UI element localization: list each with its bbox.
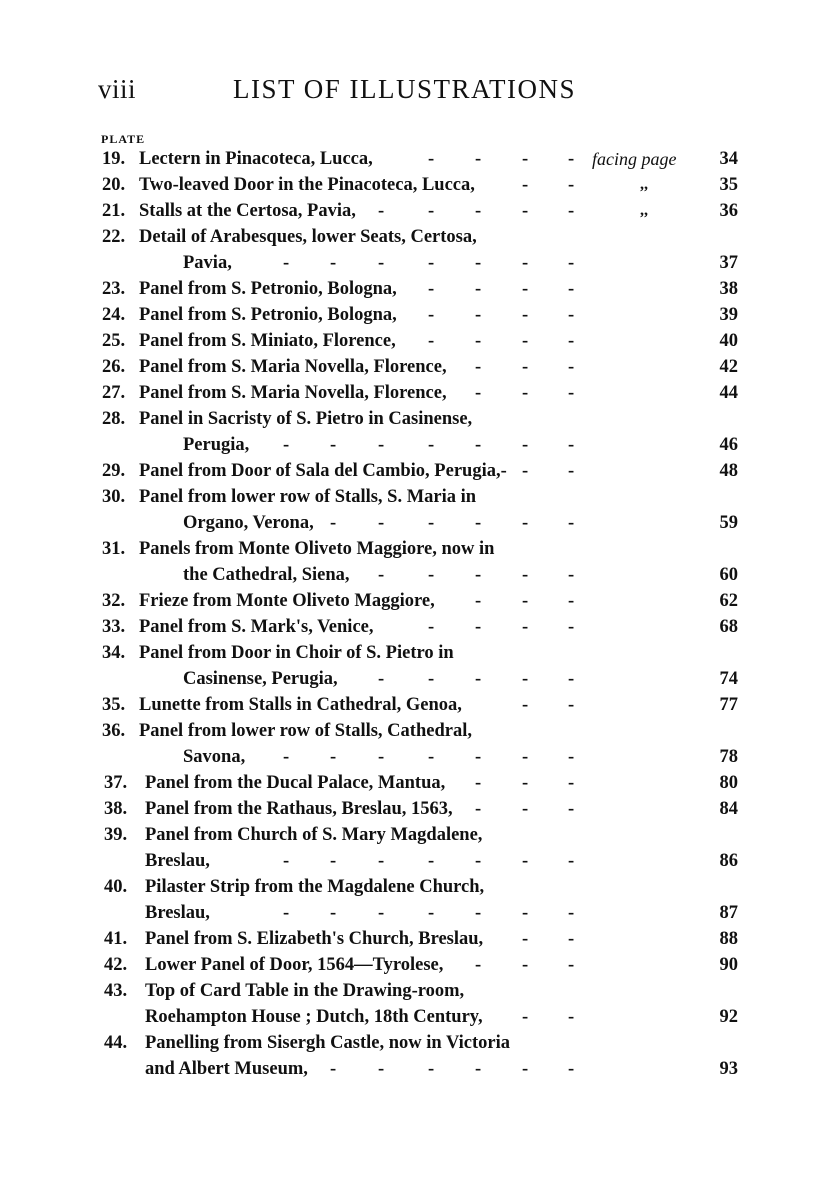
leader-dot: - — [475, 747, 482, 767]
leader-dot: - — [428, 1059, 435, 1079]
entry-title: Panel from S. Mark's, Venice, — [139, 617, 374, 637]
list-entry-line — [0, 978, 840, 1004]
leader-dot: - — [428, 617, 435, 637]
page-number: 60 — [719, 565, 738, 585]
leader-dot: - — [475, 617, 482, 637]
entry-title: Roehampton House ; Dutch, 18th Century, — [145, 1007, 483, 1027]
leader-dot: - — [522, 513, 529, 533]
leader-dot: - — [475, 149, 482, 169]
ditto-mark: ,, — [640, 176, 648, 193]
list-entry-line — [0, 562, 840, 588]
leader-dot: - — [522, 565, 529, 585]
entry-title: Panel from S. Miniato, Florence, — [139, 331, 396, 351]
leader-dot: - — [475, 669, 482, 689]
page-number: 46 — [719, 435, 738, 455]
leader-dot: - — [428, 305, 435, 325]
page-number: 40 — [719, 331, 738, 351]
leader-dot: - — [475, 591, 482, 611]
list-entry-line — [0, 1030, 840, 1056]
list-entry-line — [0, 614, 840, 640]
page-number: 74 — [719, 669, 738, 689]
leader-dot: - — [428, 201, 435, 221]
list-entry-line — [0, 796, 840, 822]
plate-number: 33. — [102, 617, 126, 637]
entry-title: Panel from S. Maria Novella, Florence, — [139, 383, 447, 403]
plate-number: 36. — [102, 721, 126, 741]
plate-number: 25. — [102, 331, 126, 351]
leader-dot: - — [378, 669, 385, 689]
plate-number: 39. — [104, 825, 128, 845]
leader-dot: - — [522, 331, 529, 351]
plate-number: 37. — [104, 773, 128, 793]
entry-title: Panel from S. Petronio, Bologna, — [139, 279, 397, 299]
entry-title: Panel from Door in Choir of S. Pietro in — [139, 643, 454, 663]
leader-dot: - — [428, 513, 435, 533]
leader-dot: - — [522, 903, 529, 923]
plate-number: 22. — [102, 227, 126, 247]
page-number: 34 — [719, 149, 738, 169]
plate-number: 31. — [102, 539, 126, 559]
leader-dot: - — [378, 565, 385, 585]
leader-dot: - — [475, 1059, 482, 1079]
page-number: 39 — [719, 305, 738, 325]
leader-dot: - — [568, 175, 575, 195]
entry-title: Panel from S. Maria Novella, Florence, — [139, 357, 447, 377]
plate-number: 34. — [102, 643, 126, 663]
entry-title: Panel from lower row of Stalls, Cathedral, — [139, 721, 472, 741]
leader-dot: - — [475, 357, 482, 377]
leader-dot: - — [378, 903, 385, 923]
entry-title: Top of Card Table in the Drawing-room, — [145, 981, 465, 1001]
entry-title: Breslau, — [145, 851, 210, 871]
list-entry-line — [0, 484, 840, 510]
entry-title: Pavia, — [183, 253, 232, 273]
leader-dot: - — [568, 305, 575, 325]
list-entry-line — [0, 744, 840, 770]
page-number: 37 — [719, 253, 738, 273]
list-entry-line — [0, 198, 840, 224]
leader-dot: - — [378, 201, 385, 221]
entry-title: Panelling from Sisergh Castle, now in Victoria — [145, 1033, 511, 1053]
page-number: 48 — [719, 461, 738, 481]
leader-dot: - — [568, 331, 575, 351]
leader-dot: - — [283, 253, 290, 273]
leader-dot: - — [568, 617, 575, 637]
illustrations-list — [0, 146, 840, 1082]
leader-dot: - — [568, 799, 575, 819]
plate-number: 30. — [102, 487, 126, 507]
list-entry-line — [0, 406, 840, 432]
entry-title: Breslau, — [145, 903, 210, 923]
leader-dot: - — [568, 955, 575, 975]
leader-dot: - — [475, 773, 482, 793]
list-entry-line — [0, 770, 840, 796]
page-number: 78 — [719, 747, 738, 767]
leader-dot: - — [568, 279, 575, 299]
leader-dot: - — [428, 851, 435, 871]
entry-title: Savona, — [183, 747, 246, 767]
entry-title: Casinense, Perugia, — [183, 669, 338, 689]
leader-dot: - — [475, 903, 482, 923]
leader-dot: - — [568, 383, 575, 403]
leader-dot: - — [522, 357, 529, 377]
leader-dot: - — [568, 513, 575, 533]
list-entry-line — [0, 146, 840, 172]
leader-dot: - — [568, 929, 575, 949]
leader-dot: - — [378, 1059, 385, 1079]
leader-dot: - — [568, 591, 575, 611]
leader-dot: - — [330, 747, 337, 767]
plate-number: 40. — [104, 877, 128, 897]
page-number: 92 — [719, 1007, 738, 1027]
leader-dot: - — [568, 565, 575, 585]
leader-dot: - — [378, 253, 385, 273]
leader-dot: - — [522, 305, 529, 325]
plate-number: 20. — [102, 175, 126, 195]
plate-number: 43. — [104, 981, 128, 1001]
leader-dot: - — [378, 747, 385, 767]
leader-dot: - — [330, 903, 337, 923]
leader-dot: - — [568, 461, 575, 481]
plate-number: 44. — [104, 1033, 128, 1053]
page-title: LIST OF ILLUSTRATIONS — [233, 74, 577, 104]
plate-number: 26. — [102, 357, 126, 377]
list-entry-line — [0, 432, 840, 458]
leader-dot: - — [428, 747, 435, 767]
leader-dot: - — [522, 149, 529, 169]
leader-dot: - — [475, 799, 482, 819]
entry-title: and Albert Museum, — [145, 1059, 308, 1079]
list-entry-line — [0, 510, 840, 536]
list-entry-line — [0, 692, 840, 718]
page-number: 86 — [719, 851, 738, 871]
leader-dot: - — [475, 513, 482, 533]
page-number: 93 — [719, 1059, 738, 1079]
leader-dot: - — [475, 201, 482, 221]
leader-dot: - — [522, 461, 529, 481]
leader-dot: - — [522, 201, 529, 221]
page-number: 68 — [719, 617, 738, 637]
page-folio: viii — [98, 74, 137, 104]
page-number: 84 — [719, 799, 738, 819]
plate-number: 29. — [102, 461, 126, 481]
list-entry-line — [0, 822, 840, 848]
leader-dot: - — [475, 851, 482, 871]
entry-title: Panel from lower row of Stalls, S. Maria in — [139, 487, 477, 507]
plate-number: 21. — [102, 201, 126, 221]
list-entry-line — [0, 718, 840, 744]
ditto-mark: ,, — [640, 202, 648, 219]
leader-dot: - — [522, 929, 529, 949]
entry-title: Panel from the Ducal Palace, Mantua, — [145, 773, 446, 793]
leader-dot: - — [568, 201, 575, 221]
plate-number: 19. — [102, 149, 126, 169]
list-entry-line — [0, 458, 840, 484]
leader-dot: - — [522, 799, 529, 819]
leader-dot: - — [330, 253, 337, 273]
leader-dot: - — [568, 435, 575, 455]
plate-column-label: PLATE — [101, 132, 146, 146]
entry-title: the Cathedral, Siena, — [183, 565, 350, 585]
list-entry-line — [0, 302, 840, 328]
leader-dot: - — [568, 903, 575, 923]
entry-title: Two-leaved Door in the Pinacoteca, Lucca, — [139, 175, 475, 195]
leader-dot: - — [330, 435, 337, 455]
leader-dot: - — [522, 747, 529, 767]
list-entry-line — [0, 276, 840, 302]
leader-dot: - — [428, 149, 435, 169]
list-entry-line — [0, 848, 840, 874]
leader-dot: - — [330, 1059, 337, 1079]
leader-dot: - — [378, 435, 385, 455]
list-entry-line — [0, 536, 840, 562]
leader-dot: - — [522, 669, 529, 689]
leader-dot: - — [475, 383, 482, 403]
leader-dot: - — [428, 279, 435, 299]
leader-dot: - — [522, 1007, 529, 1027]
leader-dot: - — [428, 565, 435, 585]
leader-dot: - — [568, 747, 575, 767]
leader-dot: - — [475, 279, 482, 299]
leader-dot: - — [568, 1059, 575, 1079]
entry-title: Panel from the Rathaus, Breslau, 1563, — [145, 799, 453, 819]
leader-dot: - — [522, 773, 529, 793]
list-entry-line — [0, 1004, 840, 1030]
entry-title: Panel from S. Petronio, Bologna, — [139, 305, 397, 325]
leader-dot: - — [378, 513, 385, 533]
list-entry-line — [0, 900, 840, 926]
plate-number: 24. — [102, 305, 126, 325]
page-number: 88 — [719, 929, 738, 949]
leader-dot: - — [522, 851, 529, 871]
leader-dot: - — [522, 1059, 529, 1079]
entry-title: Lower Panel of Door, 1564—Tyrolese, — [145, 955, 444, 975]
leader-dot: - — [283, 435, 290, 455]
page-number: 42 — [719, 357, 738, 377]
leader-dot: - — [522, 435, 529, 455]
list-entry-line — [0, 172, 840, 198]
entry-title: Frieze from Monte Oliveto Maggiore, — [139, 591, 435, 611]
leader-dot: - — [568, 1007, 575, 1027]
leader-dot: - — [475, 565, 482, 585]
leader-dot: - — [330, 851, 337, 871]
plate-number: 27. — [102, 383, 126, 403]
entry-title: Stalls at the Certosa, Pavia, — [139, 201, 356, 221]
list-entry-line — [0, 328, 840, 354]
page-number: 77 — [719, 695, 738, 715]
entry-title: Panel from S. Elizabeth's Church, Breslau, — [145, 929, 484, 949]
list-entry-line — [0, 380, 840, 406]
leader-dot: - — [428, 435, 435, 455]
page-number: 44 — [719, 383, 738, 403]
entry-title: Panel in Sacristy of S. Pietro in Casinense, — [139, 409, 473, 429]
leader-dot: - — [283, 903, 290, 923]
leader-dot: - — [568, 253, 575, 273]
leader-dot: - — [428, 253, 435, 273]
leader-dot: - — [568, 851, 575, 871]
leader-dot: - — [378, 851, 385, 871]
leader-dot: - — [568, 695, 575, 715]
entry-title: Perugia, — [183, 435, 250, 455]
page-number: 62 — [719, 591, 738, 611]
page-number: 59 — [719, 513, 738, 533]
entry-title: Detail of Arabesques, lower Seats, Certosa, — [139, 227, 477, 247]
leader-dot: - — [475, 331, 482, 351]
leader-dot: - — [330, 513, 337, 533]
leader-dot: - — [568, 149, 575, 169]
page-number: 87 — [719, 903, 738, 923]
leader-dot: - — [522, 253, 529, 273]
plate-number: 38. — [104, 799, 128, 819]
leader-dot: - — [522, 591, 529, 611]
list-entry-line — [0, 250, 840, 276]
page-number: 38 — [719, 279, 738, 299]
leader-dot: - — [475, 955, 482, 975]
facing-page-label: facing page — [592, 149, 677, 169]
entry-title: Panels from Monte Oliveto Maggiore, now in — [139, 539, 495, 559]
leader-dot: - — [568, 669, 575, 689]
leader-dot: - — [475, 305, 482, 325]
leader-dot: - — [522, 383, 529, 403]
page-number: 80 — [719, 773, 738, 793]
entry-title: Panel from Door of Sala del Cambio, Perugia,- — [139, 461, 507, 481]
entry-title: Lunette from Stalls in Cathedral, Genoa, — [139, 695, 462, 715]
plate-number: 23. — [102, 279, 126, 299]
leader-dot: - — [522, 175, 529, 195]
page-number: 36 — [719, 201, 738, 221]
entry-title: Pilaster Strip from the Magdalene Church, — [145, 877, 485, 897]
leader-dot: - — [522, 617, 529, 637]
leader-dot: - — [522, 955, 529, 975]
leader-dot: - — [428, 669, 435, 689]
leader-dot: - — [522, 695, 529, 715]
plate-number: 42. — [104, 955, 128, 975]
list-entry-line — [0, 952, 840, 978]
list-entry-line — [0, 224, 840, 250]
leader-dot: - — [568, 773, 575, 793]
leader-dot: - — [522, 279, 529, 299]
leader-dot: - — [475, 253, 482, 273]
list-entry-line — [0, 666, 840, 692]
list-entry-line — [0, 926, 840, 952]
leader-dot: - — [475, 435, 482, 455]
leader-dot: - — [428, 903, 435, 923]
list-entry-line — [0, 640, 840, 666]
plate-number: 28. — [102, 409, 126, 429]
list-entry-line — [0, 874, 840, 900]
page-number: 90 — [719, 955, 738, 975]
list-entry-line — [0, 354, 840, 380]
leader-dot: - — [428, 331, 435, 351]
entry-title: Organo, Verona, — [183, 513, 314, 533]
leader-dot: - — [568, 357, 575, 377]
list-entry-line — [0, 1056, 840, 1082]
leader-dot: - — [283, 851, 290, 871]
plate-number: 41. — [104, 929, 128, 949]
list-entry-line — [0, 588, 840, 614]
plate-number: 35. — [102, 695, 126, 715]
entry-title: Panel from Church of S. Mary Magdalene, — [145, 825, 483, 845]
page-header — [98, 74, 738, 108]
page-number: 35 — [719, 175, 738, 195]
plate-number: 32. — [102, 591, 126, 611]
leader-dot: - — [283, 747, 290, 767]
entry-title: Lectern in Pinacoteca, Lucca, — [139, 149, 373, 169]
